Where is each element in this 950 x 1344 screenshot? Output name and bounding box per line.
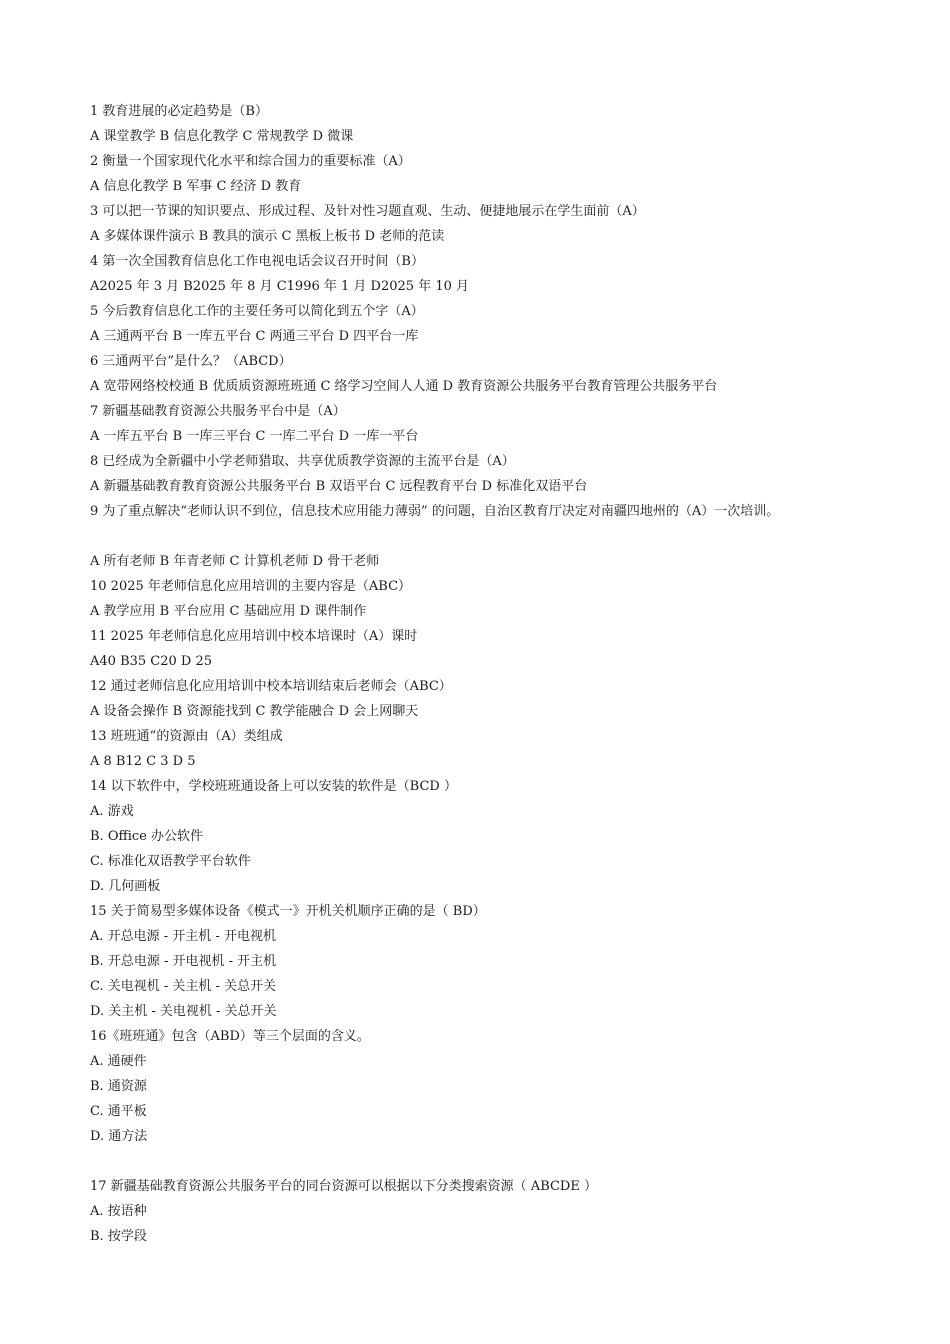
option-line: C. 标准化双语教学平台软件 — [90, 854, 251, 869]
question-line: 13 班班通”的资源由（A）类组成 — [90, 729, 283, 744]
option-line: A 教学应用 B 平台应用 C 基础应用 D 课件制作 — [90, 604, 367, 619]
question-line: 17 新疆基础教育资源公共服务平台的同台资源可以根据以下分类搜索资源（ ABCDE ） — [90, 1179, 597, 1194]
option-line: A 多媒体课件演示 B 教具的演示 C 黑板上板书 D 老师的范读 — [90, 229, 445, 244]
question-line: 10 2025 年老师信息化应用培训的主要内容是（ABC） — [90, 579, 412, 594]
option-line: B. 开总电源 - 开电视机 - 开主机 — [90, 954, 277, 969]
question-line: 11 2025 年老师信息化应用培训中校本培课时（A）课时 — [90, 629, 418, 644]
blank-line — [90, 524, 930, 549]
option-line: A. 按语种 — [90, 1204, 147, 1219]
question-line: 12 通过老师信息化应用培训中校本培训结束后老师会（ABC） — [90, 679, 452, 694]
question-line: 7 新疆基础教育资源公共服务平台中是（A） — [90, 404, 346, 419]
question-line: 14 以下软件中，学校班班通设备上可以安装的软件是（BCD ） — [90, 779, 457, 794]
option-line: D. 通方法 — [90, 1129, 148, 1144]
question-line: 15 关于简易型多媒体设备《模式一》开机关机顺序正确的是（ BD） — [90, 904, 486, 919]
question-line: 16《班班通》包含（ABD）等三个层面的含义。 — [90, 1029, 370, 1044]
option-line: A 信息化教学 B 军事 C 经济 D 教育 — [90, 179, 302, 194]
option-line: A 新疆基础教育教育资源公共服务平台 B 双语平台 C 远程教育平台 D 标准化双语平台 — [90, 479, 588, 494]
option-line: A. 通硬件 — [90, 1054, 147, 1069]
option-line: B. 按学段 — [90, 1229, 147, 1244]
question-line: 8 已经成为全新疆中小学老师猎取、共享优质教学资源的主流平台是（A） — [90, 454, 515, 469]
option-line: B. Office 办公软件 — [90, 829, 203, 844]
option-line: A 8 B12 C 3 D 5 — [90, 754, 196, 769]
question-line: 6 三通两平台”是什么？（ABCD） — [90, 354, 292, 369]
blank-line — [90, 1149, 930, 1174]
option-line: D. 关主机 - 关电视机 - 关总开关 — [90, 1004, 277, 1019]
question-line: 3 可以把一节课的知识要点、形成过程、及针对性习题直观、生动、便捷地展示在学生面前（A） — [90, 204, 645, 219]
option-line: A 设备会操作 B 资源能找到 C 教学能融合 D 会上网聊天 — [90, 704, 419, 719]
option-line: A. 开总电源 - 开主机 - 开电视机 — [90, 929, 276, 944]
option-line: A 所有老师 B 年青老师 C 计算机老师 D 骨干老师 — [90, 554, 380, 569]
question-line: 2 衡量一个国家现代化水平和综合国力的重要标准（A） — [90, 154, 411, 169]
question-line: 9 为了重点解决“老师认识不到位，信息技术应用能力薄弱” 的问题，自治区教育厅决定对南疆四地州的（A）一次培训。 — [90, 504, 780, 519]
option-line: C. 通平板 — [90, 1104, 147, 1119]
option-line: A 宽带网络校校通 B 优质质资源班班通 C 络学习空间人人通 D 教育资源公共服务平台教育管理公共服务平台 — [90, 379, 718, 394]
option-line: A 一库五平台 B 一库三平台 C 一库二平台 D 一库一平台 — [90, 429, 419, 444]
option-line: D. 几何画板 — [90, 879, 161, 894]
option-line: A40 B35 C20 D 25 — [90, 654, 213, 669]
document-body — [90, 99, 930, 1249]
question-line: 5 今后教育信息化工作的主要任务可以简化到五个字（A） — [90, 304, 424, 319]
option-line: B. 通资源 — [90, 1079, 147, 1094]
option-line: C. 关电视机 - 关主机 - 关总开关 — [90, 979, 277, 994]
option-line: A2025 年 3 月 B2025 年 8 月 C1996 年 1 月 D2025 年 10 月 — [90, 279, 469, 294]
option-line: A. 游戏 — [90, 804, 134, 819]
question-line: 1 教育进展的必定趋势是（B） — [90, 104, 268, 119]
option-line: A 课堂教学 B 信息化教学 C 常规教学 D 微课 — [90, 129, 354, 144]
option-line: A 三通两平台 B 一库五平台 C 两通三平台 D 四平台一库 — [90, 329, 419, 344]
question-line: 4 第一次全国教育信息化工作电视电话会议召开时间（B） — [90, 254, 424, 269]
